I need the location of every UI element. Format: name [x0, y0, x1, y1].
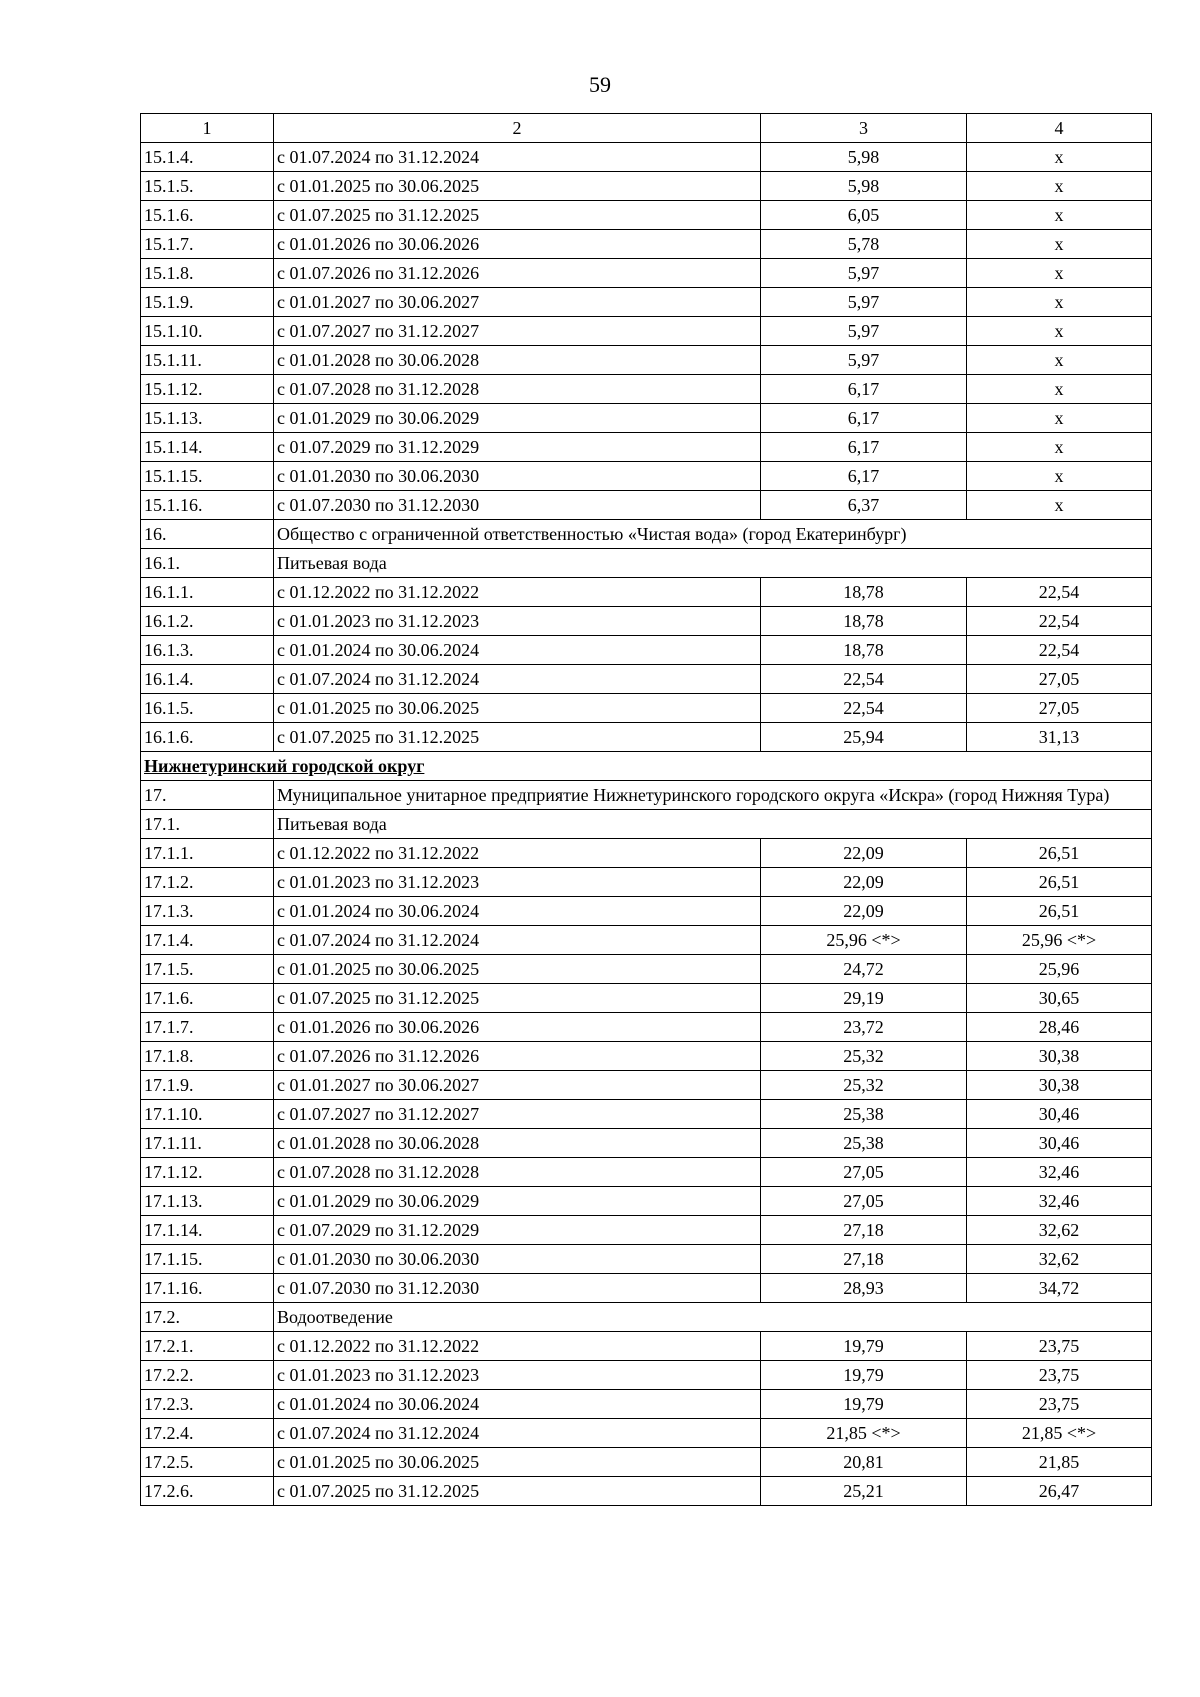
row-period: с 01.01.2027 по 30.06.2027	[274, 1071, 761, 1100]
row-value-col3: 18,78	[761, 636, 967, 665]
row-value-col3: 27,18	[761, 1216, 967, 1245]
row-number: 17.2.3.	[141, 1390, 274, 1419]
table-row	[141, 1158, 1152, 1187]
row-number: 17.1.8.	[141, 1042, 274, 1071]
row-period: с 01.07.2028 по 31.12.2028	[274, 1158, 761, 1187]
row-number: 17.1.13.	[141, 1187, 274, 1216]
row-value-col4: 34,72	[967, 1274, 1152, 1303]
row-number: 17.1.5.	[141, 955, 274, 984]
row-number: 15.1.8.	[141, 259, 274, 288]
row-value-col4: х	[967, 462, 1152, 491]
row-value-col3: 25,38	[761, 1100, 967, 1129]
row-period: с 01.01.2024 по 30.06.2024	[274, 897, 761, 926]
row-period: с 01.07.2024 по 31.12.2024	[274, 665, 761, 694]
tariff-table	[140, 113, 1152, 1506]
section-title-row	[141, 1303, 1152, 1332]
row-value-col4: 21,85	[967, 1448, 1152, 1477]
row-value-col4: 32,62	[967, 1216, 1152, 1245]
row-number: 15.1.9.	[141, 288, 274, 317]
row-value-col3: 27,18	[761, 1245, 967, 1274]
row-value-col3: 27,05	[761, 1158, 967, 1187]
row-value-col3: 6,05	[761, 201, 967, 230]
section-title: Питьевая вода	[274, 810, 1152, 839]
row-number: 17.1.9.	[141, 1071, 274, 1100]
row-number: 16.1.1.	[141, 578, 274, 607]
row-value-col4: 30,46	[967, 1100, 1152, 1129]
row-number: 17.1.2.	[141, 868, 274, 897]
table-row	[141, 259, 1152, 288]
row-period: с 01.01.2030 по 30.06.2030	[274, 462, 761, 491]
row-value-col4: х	[967, 433, 1152, 462]
row-period: с 01.01.2028 по 30.06.2028	[274, 1129, 761, 1158]
row-period: с 01.01.2023 по 31.12.2023	[274, 1361, 761, 1390]
row-value-col4: 26,51	[967, 897, 1152, 926]
row-value-col3: 5,97	[761, 259, 967, 288]
row-period: с 01.01.2025 по 30.06.2025	[274, 694, 761, 723]
row-period: с 01.01.2024 по 30.06.2024	[274, 636, 761, 665]
row-value-col4: 30,38	[967, 1042, 1152, 1071]
section-number: 17.2.	[141, 1303, 274, 1332]
table-row	[141, 201, 1152, 230]
row-period: с 01.07.2030 по 31.12.2030	[274, 491, 761, 520]
row-number: 15.1.12.	[141, 375, 274, 404]
row-value-col3: 6,17	[761, 433, 967, 462]
table-row	[141, 1071, 1152, 1100]
row-period: с 01.01.2025 по 30.06.2025	[274, 955, 761, 984]
row-value-col4: х	[967, 172, 1152, 201]
row-period: с 01.01.2025 по 30.06.2025	[274, 1448, 761, 1477]
section-number: 16.1.	[141, 549, 274, 578]
row-number: 15.1.5.	[141, 172, 274, 201]
row-value-col3: 21,85 <*>	[761, 1419, 967, 1448]
row-number: 17.2.2.	[141, 1361, 274, 1390]
row-value-col4: 30,38	[967, 1071, 1152, 1100]
table-row	[141, 404, 1152, 433]
row-number: 15.1.6.	[141, 201, 274, 230]
table-row	[141, 897, 1152, 926]
table-row	[141, 433, 1152, 462]
row-number: 16.1.3.	[141, 636, 274, 665]
row-period: с 01.07.2028 по 31.12.2028	[274, 375, 761, 404]
section-number: 16.	[141, 520, 274, 549]
row-value-col4: х	[967, 491, 1152, 520]
row-value-col3: 5,98	[761, 143, 967, 172]
row-period: с 01.01.2027 по 30.06.2027	[274, 288, 761, 317]
table-header-row	[141, 114, 1152, 143]
table-row	[141, 694, 1152, 723]
row-value-col3: 20,81	[761, 1448, 967, 1477]
row-value-col3: 22,54	[761, 665, 967, 694]
section-title-row	[141, 781, 1152, 810]
row-value-col3: 6,17	[761, 375, 967, 404]
row-number: 17.1.1.	[141, 839, 274, 868]
row-value-col3: 19,79	[761, 1361, 967, 1390]
row-period: с 01.07.2025 по 31.12.2025	[274, 1477, 761, 1506]
table-row	[141, 868, 1152, 897]
table-row	[141, 578, 1152, 607]
row-number: 17.2.1.	[141, 1332, 274, 1361]
row-value-col3: 5,97	[761, 346, 967, 375]
row-number: 15.1.11.	[141, 346, 274, 375]
table-row	[141, 1332, 1152, 1361]
header-cell-2: 2	[274, 114, 761, 143]
row-period: с 01.07.2025 по 31.12.2025	[274, 723, 761, 752]
row-value-col4: х	[967, 143, 1152, 172]
row-value-col3: 25,32	[761, 1042, 967, 1071]
row-value-col3: 23,72	[761, 1013, 967, 1042]
row-value-col4: 21,85 <*>	[967, 1419, 1152, 1448]
row-number: 17.1.3.	[141, 897, 274, 926]
row-period: с 01.07.2029 по 31.12.2029	[274, 433, 761, 462]
row-number: 15.1.7.	[141, 230, 274, 259]
table-row	[141, 1129, 1152, 1158]
table-row	[141, 317, 1152, 346]
row-value-col4: х	[967, 317, 1152, 346]
row-value-col4: 27,05	[967, 665, 1152, 694]
section-title-row	[141, 520, 1152, 549]
table-row	[141, 1216, 1152, 1245]
row-value-col4: 31,13	[967, 723, 1152, 752]
table-row	[141, 1390, 1152, 1419]
row-value-col3: 22,09	[761, 897, 967, 926]
row-value-col4: 26,47	[967, 1477, 1152, 1506]
row-value-col3: 25,21	[761, 1477, 967, 1506]
table-row	[141, 491, 1152, 520]
row-period: с 01.12.2022 по 31.12.2022	[274, 839, 761, 868]
row-period: с 01.07.2025 по 31.12.2025	[274, 984, 761, 1013]
row-number: 17.1.11.	[141, 1129, 274, 1158]
row-value-col4: 30,46	[967, 1129, 1152, 1158]
row-value-col4: х	[967, 259, 1152, 288]
row-value-col4: 27,05	[967, 694, 1152, 723]
table-row	[141, 288, 1152, 317]
row-value-col3: 6,17	[761, 462, 967, 491]
row-number: 17.1.6.	[141, 984, 274, 1013]
row-value-col3: 5,98	[761, 172, 967, 201]
row-value-col4: 26,51	[967, 868, 1152, 897]
row-number: 17.2.4.	[141, 1419, 274, 1448]
table-row	[141, 926, 1152, 955]
row-period: с 01.07.2027 по 31.12.2027	[274, 317, 761, 346]
table-row	[141, 955, 1152, 984]
row-value-col3: 25,96 <*>	[761, 926, 967, 955]
table-row	[141, 723, 1152, 752]
district-title: Нижнетуринский городской округ	[141, 752, 1152, 781]
row-value-col4: 30,65	[967, 984, 1152, 1013]
row-value-col3: 22,09	[761, 868, 967, 897]
row-period: с 01.01.2029 по 30.06.2029	[274, 404, 761, 433]
row-value-col4: х	[967, 230, 1152, 259]
row-period: с 01.01.2026 по 30.06.2026	[274, 1013, 761, 1042]
row-value-col3: 18,78	[761, 607, 967, 636]
table-row	[141, 636, 1152, 665]
row-value-col4: 22,54	[967, 636, 1152, 665]
table-row	[141, 1361, 1152, 1390]
table-row	[141, 462, 1152, 491]
row-number: 17.1.15.	[141, 1245, 274, 1274]
section-title-row	[141, 549, 1152, 578]
row-number: 17.1.16.	[141, 1274, 274, 1303]
table-row	[141, 1187, 1152, 1216]
section-title-row	[141, 810, 1152, 839]
row-value-col4: 22,54	[967, 578, 1152, 607]
row-value-col3: 18,78	[761, 578, 967, 607]
row-value-col4: 25,96	[967, 955, 1152, 984]
tariff-table-body	[141, 114, 1152, 1506]
row-value-col3: 29,19	[761, 984, 967, 1013]
row-period: с 01.07.2026 по 31.12.2026	[274, 259, 761, 288]
row-value-col3: 5,97	[761, 288, 967, 317]
table-row	[141, 1419, 1152, 1448]
table-row	[141, 1013, 1152, 1042]
row-value-col3: 27,05	[761, 1187, 967, 1216]
row-value-col4: х	[967, 346, 1152, 375]
row-value-col4: 32,46	[967, 1187, 1152, 1216]
table-row	[141, 1448, 1152, 1477]
row-value-col4: 23,75	[967, 1332, 1152, 1361]
section-title: Муниципальное унитарное предприятие Нижнетуринского городского округа «Искра» (город Нижняя Тура)	[274, 781, 1152, 810]
table-row	[141, 1274, 1152, 1303]
row-value-col4: 28,46	[967, 1013, 1152, 1042]
row-number: 15.1.13.	[141, 404, 274, 433]
row-number: 15.1.14.	[141, 433, 274, 462]
row-period: с 01.07.2027 по 31.12.2027	[274, 1100, 761, 1129]
table-row	[141, 984, 1152, 1013]
table-row	[141, 1042, 1152, 1071]
row-value-col4: 23,75	[967, 1361, 1152, 1390]
row-period: с 01.01.2029 по 30.06.2029	[274, 1187, 761, 1216]
table-row	[141, 230, 1152, 259]
table-row	[141, 1477, 1152, 1506]
row-value-col3: 28,93	[761, 1274, 967, 1303]
page-number: 59	[589, 72, 611, 97]
section-title: Общество с ограниченной ответственностью «Чистая вода» (город Екатеринбург)	[274, 520, 1152, 549]
row-number: 15.1.4.	[141, 143, 274, 172]
row-value-col4: 25,96 <*>	[967, 926, 1152, 955]
row-value-col4: 22,54	[967, 607, 1152, 636]
row-value-col3: 24,72	[761, 955, 967, 984]
header-cell-1: 1	[141, 114, 274, 143]
row-value-col3: 5,97	[761, 317, 967, 346]
row-period: с 01.01.2030 по 30.06.2030	[274, 1245, 761, 1274]
row-number: 15.1.10.	[141, 317, 274, 346]
row-number: 17.1.4.	[141, 926, 274, 955]
row-period: с 01.12.2022 по 31.12.2022	[274, 1332, 761, 1361]
row-number: 16.1.6.	[141, 723, 274, 752]
table-row	[141, 375, 1152, 404]
row-period: с 01.07.2025 по 31.12.2025	[274, 201, 761, 230]
row-period: с 01.07.2030 по 31.12.2030	[274, 1274, 761, 1303]
row-value-col3: 19,79	[761, 1332, 967, 1361]
row-period: с 01.07.2029 по 31.12.2029	[274, 1216, 761, 1245]
table-row	[141, 1245, 1152, 1274]
row-number: 15.1.16.	[141, 491, 274, 520]
district-row	[141, 752, 1152, 781]
row-value-col4: х	[967, 201, 1152, 230]
row-period: с 01.07.2024 по 31.12.2024	[274, 926, 761, 955]
row-value-col4: 23,75	[967, 1390, 1152, 1419]
table-row	[141, 607, 1152, 636]
row-period: с 01.01.2025 по 30.06.2025	[274, 172, 761, 201]
row-value-col4: 26,51	[967, 839, 1152, 868]
row-number: 17.1.12.	[141, 1158, 274, 1187]
row-period: с 01.01.2024 по 30.06.2024	[274, 1390, 761, 1419]
row-number: 17.2.6.	[141, 1477, 274, 1506]
section-number: 17.	[141, 781, 274, 810]
row-number: 16.1.4.	[141, 665, 274, 694]
row-period: с 01.01.2023 по 31.12.2023	[274, 868, 761, 897]
row-period: с 01.07.2024 по 31.12.2024	[274, 1419, 761, 1448]
section-title: Питьевая вода	[274, 549, 1152, 578]
row-value-col3: 5,78	[761, 230, 967, 259]
row-period: с 01.01.2028 по 30.06.2028	[274, 346, 761, 375]
table-row	[141, 839, 1152, 868]
row-value-col3: 25,94	[761, 723, 967, 752]
section-number: 17.1.	[141, 810, 274, 839]
row-value-col4: 32,46	[967, 1158, 1152, 1187]
table-row	[141, 346, 1152, 375]
header-cell-4: 4	[967, 114, 1152, 143]
row-number: 15.1.15.	[141, 462, 274, 491]
row-value-col3: 22,09	[761, 839, 967, 868]
row-number: 17.1.7.	[141, 1013, 274, 1042]
row-period: с 01.07.2026 по 31.12.2026	[274, 1042, 761, 1071]
row-value-col3: 19,79	[761, 1390, 967, 1419]
row-number: 17.1.10.	[141, 1100, 274, 1129]
row-value-col4: х	[967, 288, 1152, 317]
row-value-col3: 22,54	[761, 694, 967, 723]
row-value-col3: 25,32	[761, 1071, 967, 1100]
table-row	[141, 172, 1152, 201]
row-value-col4: 32,62	[967, 1245, 1152, 1274]
row-value-col3: 6,37	[761, 491, 967, 520]
row-number: 16.1.5.	[141, 694, 274, 723]
section-title: Водоотведение	[274, 1303, 1152, 1332]
row-value-col3: 25,38	[761, 1129, 967, 1158]
row-value-col4: х	[967, 375, 1152, 404]
row-period: с 01.01.2026 по 30.06.2026	[274, 230, 761, 259]
header-cell-3: 3	[761, 114, 967, 143]
table-row	[141, 143, 1152, 172]
row-period: с 01.01.2023 по 31.12.2023	[274, 607, 761, 636]
row-period: с 01.12.2022 по 31.12.2022	[274, 578, 761, 607]
row-number: 17.2.5.	[141, 1448, 274, 1477]
table-row	[141, 1100, 1152, 1129]
row-value-col4: х	[967, 404, 1152, 433]
row-value-col3: 6,17	[761, 404, 967, 433]
row-number: 16.1.2.	[141, 607, 274, 636]
table-row	[141, 665, 1152, 694]
row-period: с 01.07.2024 по 31.12.2024	[274, 143, 761, 172]
row-number: 17.1.14.	[141, 1216, 274, 1245]
